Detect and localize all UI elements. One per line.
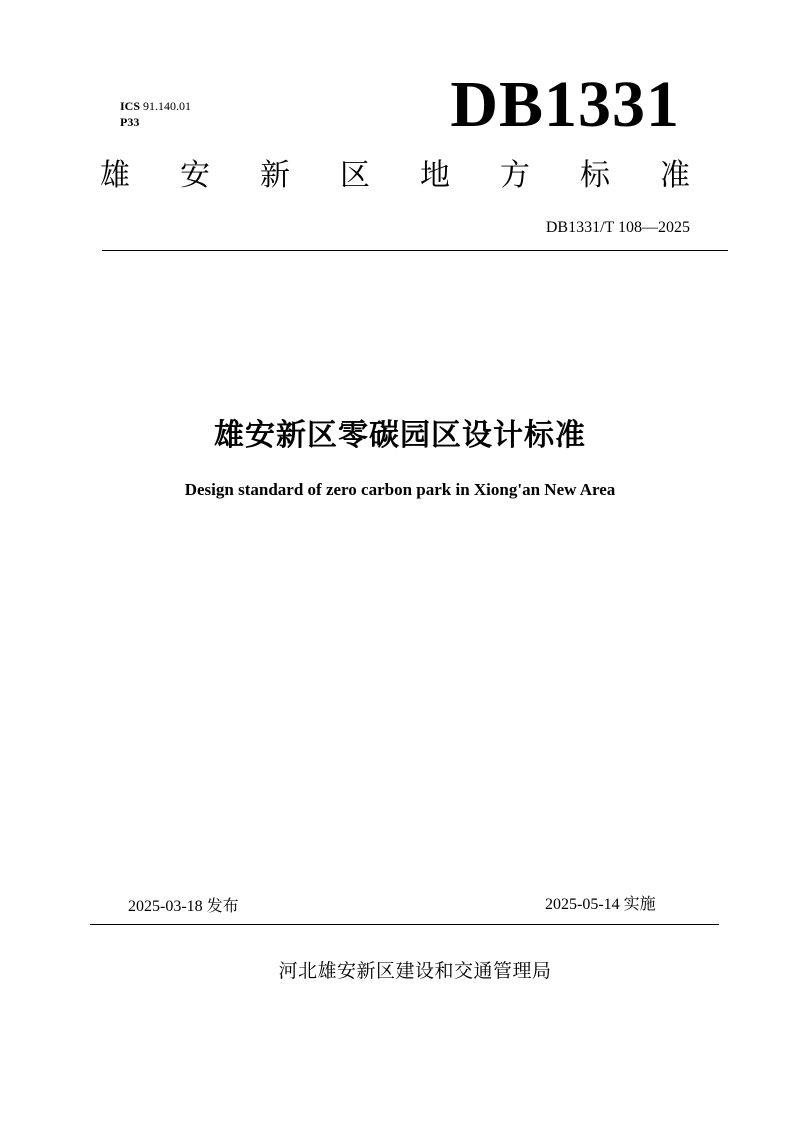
footer-divider <box>90 924 719 925</box>
standard-type-char: 方 <box>500 158 530 193</box>
issuing-authority: 河北雄安新区建设和交通管理局 <box>278 960 552 982</box>
standard-code-logo: DB1331 <box>450 68 680 141</box>
standard-type-char: 地 <box>420 158 450 193</box>
standard-type-heading <box>100 156 690 196</box>
standard-type-char: 雄 <box>100 158 130 193</box>
header-divider <box>102 250 728 251</box>
issue-date: 2025-03-18 发布 <box>128 898 239 915</box>
standard-type-char: 新 <box>260 158 290 193</box>
ics-code: 91.140.01 <box>143 99 192 113</box>
standard-type-char: 区 <box>340 158 370 193</box>
document-title-chinese: 雄安新区零碳园区设计标准 <box>214 418 586 453</box>
document-title-english: Design standard of zero carbon park in Xiong'an New Area <box>184 480 616 499</box>
ics-line <box>120 98 191 114</box>
ics-classification-block <box>120 98 191 130</box>
standard-type-char: 安 <box>180 158 210 193</box>
standard-type-char: 标 <box>580 158 610 193</box>
standard-number: DB1331/T 108—2025 <box>545 219 690 236</box>
standard-type-char: 准 <box>660 158 690 193</box>
implementation-date: 2025-05-14 实施 <box>545 896 656 913</box>
ics-label: ICS <box>120 99 141 113</box>
classification-code: P33 <box>120 115 140 129</box>
